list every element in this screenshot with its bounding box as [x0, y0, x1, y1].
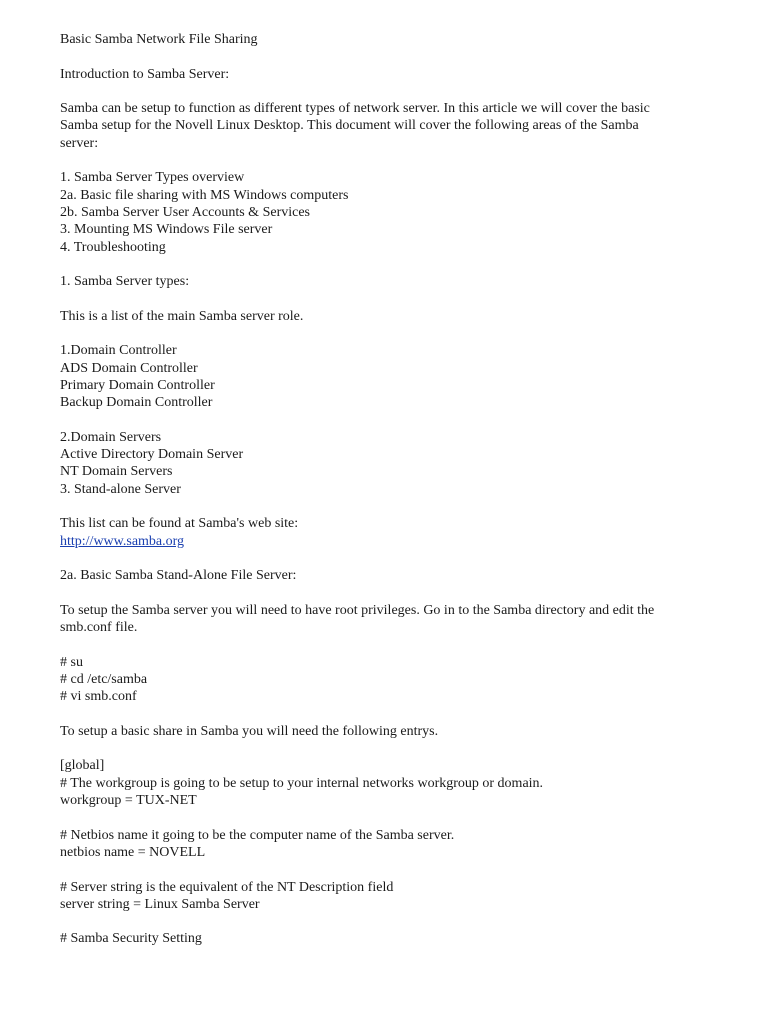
server-role-item: NT Domain Servers — [60, 464, 173, 480]
toc-item: 2a. Basic file sharing with MS Windows computers — [60, 187, 349, 203]
section2a-paragraph-line: smb.conf file. — [60, 620, 138, 636]
command-line: # cd /etc/samba — [60, 671, 148, 687]
server-role-item: Active Directory Domain Server — [60, 447, 244, 463]
intro-paragraph-line: Samba setup for the Novell Linux Desktop. This document will cover the following areas of the Samba — [60, 118, 639, 134]
spacer — [60, 48, 720, 65]
server-role-item: Primary Domain Controller — [60, 377, 215, 393]
document-title: Basic Samba Network File Sharing — [60, 32, 258, 47]
spacer — [60, 498, 720, 515]
spacer — [60, 913, 720, 930]
config-line: server string = Linux Samba Server — [60, 896, 260, 912]
server-role-item: 1.Domain Controller — [60, 343, 177, 359]
server-role-item: 3. Stand-alone Server — [60, 481, 181, 497]
spacer — [60, 256, 720, 273]
command-line: # vi smb.conf — [60, 689, 137, 705]
config-line: # The workgroup is going to be setup to your internal networks workgroup or domain. — [60, 775, 544, 791]
spacer — [60, 412, 720, 429]
intro-paragraph-line: server: — [60, 135, 99, 151]
config-line: [global] — [60, 758, 105, 774]
toc-item: 1. Samba Server Types overview — [60, 170, 245, 186]
spacer — [60, 550, 720, 567]
spacer — [60, 740, 720, 757]
section2a-heading: 2a. Basic Samba Stand-Alone File Server: — [60, 568, 297, 584]
section1-intro: This is a list of the main Samba server role. — [60, 308, 304, 324]
toc-item: 4. Troubleshooting — [60, 239, 166, 255]
config-line: # Server string is the equivalent of the NT Description field — [60, 879, 394, 895]
server-role-item: Backup Domain Controller — [60, 395, 213, 411]
share-intro: To setup a basic share in Samba you will need the following entrys. — [60, 723, 439, 739]
config-line: # Samba Security Setting — [60, 931, 202, 947]
source-text: This list can be found at Samba's web site: — [60, 516, 299, 532]
toc-item: 3. Mounting MS Windows File server — [60, 222, 273, 238]
server-role-item: ADS Domain Controller — [60, 360, 198, 376]
spacer — [60, 861, 720, 878]
server-role-item: 2.Domain Servers — [60, 429, 162, 445]
spacer — [60, 290, 720, 307]
document-page — [60, 31, 720, 948]
spacer — [60, 636, 720, 653]
spacer — [60, 83, 720, 100]
config-line: # Netbios name it going to be the computer name of the Samba server. — [60, 827, 455, 843]
source-link-line — [60, 533, 720, 550]
spacer — [60, 706, 720, 723]
config-line: workgroup = TUX-NET — [60, 793, 197, 809]
section2a-paragraph-line: To setup the Samba server you will need to have root privileges. Go in to the Samba directory and edit the — [60, 602, 655, 618]
command-line: # su — [60, 654, 83, 670]
intro-paragraph-line: Samba can be setup to function as different types of network server. In this article we will cover the basic — [60, 101, 650, 117]
section1-heading: 1. Samba Server types: — [60, 274, 190, 290]
config-line: netbios name = NOVELL — [60, 844, 206, 860]
spacer — [60, 809, 720, 826]
intro-heading: Introduction to Samba Server: — [60, 66, 230, 82]
toc-item: 2b. Samba Server User Accounts & Services — [60, 204, 310, 220]
spacer — [60, 325, 720, 342]
spacer — [60, 152, 720, 169]
samba-website-link[interactable]: http://www.samba.org — [60, 533, 185, 549]
spacer — [60, 585, 720, 602]
